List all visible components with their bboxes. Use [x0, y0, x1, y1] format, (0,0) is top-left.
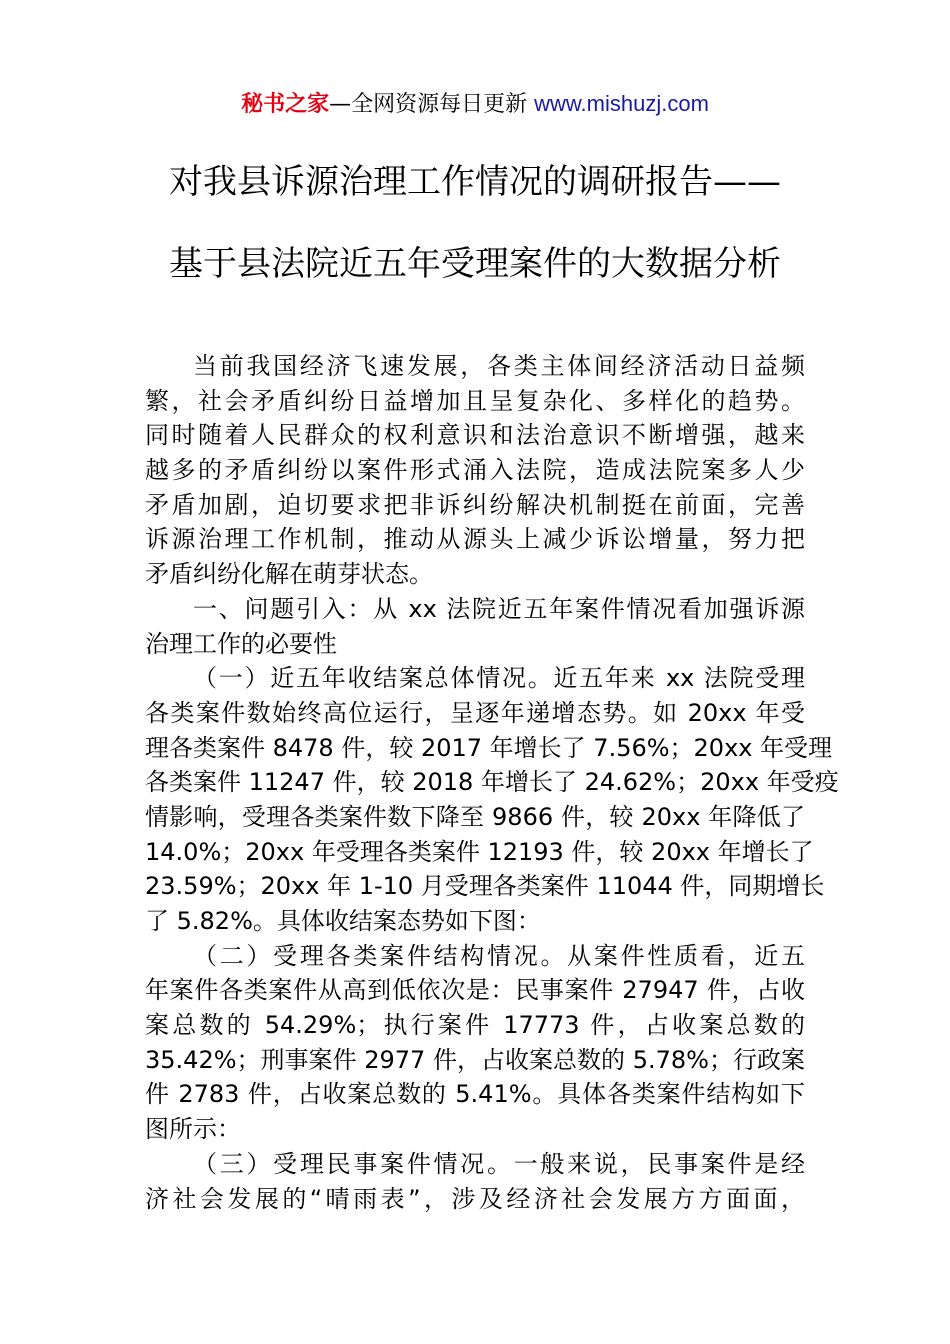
paragraph-line: 案总数的 54.29%；执行案件 17773 件，占收案总数的 [145, 1011, 805, 1040]
section-heading-line: 治理工作的必要性 [145, 629, 337, 658]
paragraph-line: 同时随着人民群众的权利意识和法治意识不断增强，越来 [145, 421, 805, 450]
paragraph-line: （二）受理各类案件结构情况。从案件性质看，近五 [193, 941, 805, 970]
paragraph-line: 济社会发展的“晴雨表”，涉及经济社会发展方方面面， [145, 1184, 805, 1213]
paragraph-line: 矛盾纠纷化解在萌芽状态。 [145, 560, 433, 589]
paragraph-line: 图所示： [145, 1115, 241, 1144]
paragraph-line: 14.0%；20xx 年受理各类案件 12193 件，较 20xx 年增长了 [145, 837, 814, 866]
paragraph-line: 年案件各类案件从高到低依次是：民事案件 27947 件，占收 [145, 976, 805, 1005]
document-title [0, 162, 950, 326]
paragraph-line: （一）近五年收结案总体情况。近五年来 xx 法院受理 [193, 664, 805, 693]
paragraph-line: 了 5.82%。具体收结案态势如下图： [145, 907, 541, 935]
header-tagline: —全网资源每日更新 [329, 92, 535, 117]
paragraph-line: 35.42%；刑事案件 2977 件，占收案总数的 5.78%；行政案 [145, 1045, 805, 1074]
paragraph-line: 23.59%；20xx 年 1-10 月受理各类案件 11044 件，同期增长 [145, 872, 825, 901]
paragraph-line: 理各类案件 8478 件，较 2017 年增长了 7.56%；20xx 年受理 [145, 733, 833, 762]
paragraph-line: 繁，社会矛盾纠纷日益增加且呈复杂化、多样化的趋势。 [145, 386, 805, 415]
paragraph-line: 件 2783 件，占收案总数的 5.41%。具体各类案件结构如下 [145, 1080, 805, 1109]
paragraph-line: 情影响，受理各类案件数下降至 9866 件，较 20xx 年降低了 [145, 802, 805, 831]
paragraph-line: 各类案件数始终高位运行，呈逐年递增态势。如 20xx 年受 [145, 698, 805, 727]
site-header-banner [0, 88, 950, 121]
paragraph-line: 诉源治理工作机制，推动从源头上减少诉讼增量，努力把 [145, 525, 805, 554]
brand-name: 秘书之家 [241, 92, 330, 117]
paragraph-line: 矛盾加剧，迫切要求把非诉纠纷解决机制挺在前面，完善 [145, 490, 805, 519]
title-line-1: 对我县诉源治理工作情况的调研报告—— [169, 162, 781, 202]
paragraph-line: 各类案件 11247 件，较 2018 年增长了 24.62%；20xx 年受疫 [145, 768, 839, 797]
section-heading-line: 一、问题引入：从 xx 法院近五年案件情况看加强诉源 [193, 594, 805, 623]
document-body [145, 349, 839, 1216]
title-line-2: 基于县法院近五年受理案件的大数据分析 [169, 244, 781, 284]
paragraph-line: 当前我国经济飞速发展，各类主体间经济活动日益频 [193, 352, 805, 380]
site-url-link[interactable]: www.mishuzj.com [534, 91, 709, 116]
paragraph-line: （三）受理民事案件情况。一般来说，民事案件是经 [193, 1149, 805, 1178]
paragraph-line: 越多的矛盾纠纷以案件形式涌入法院，造成法院案多人少 [145, 456, 805, 485]
